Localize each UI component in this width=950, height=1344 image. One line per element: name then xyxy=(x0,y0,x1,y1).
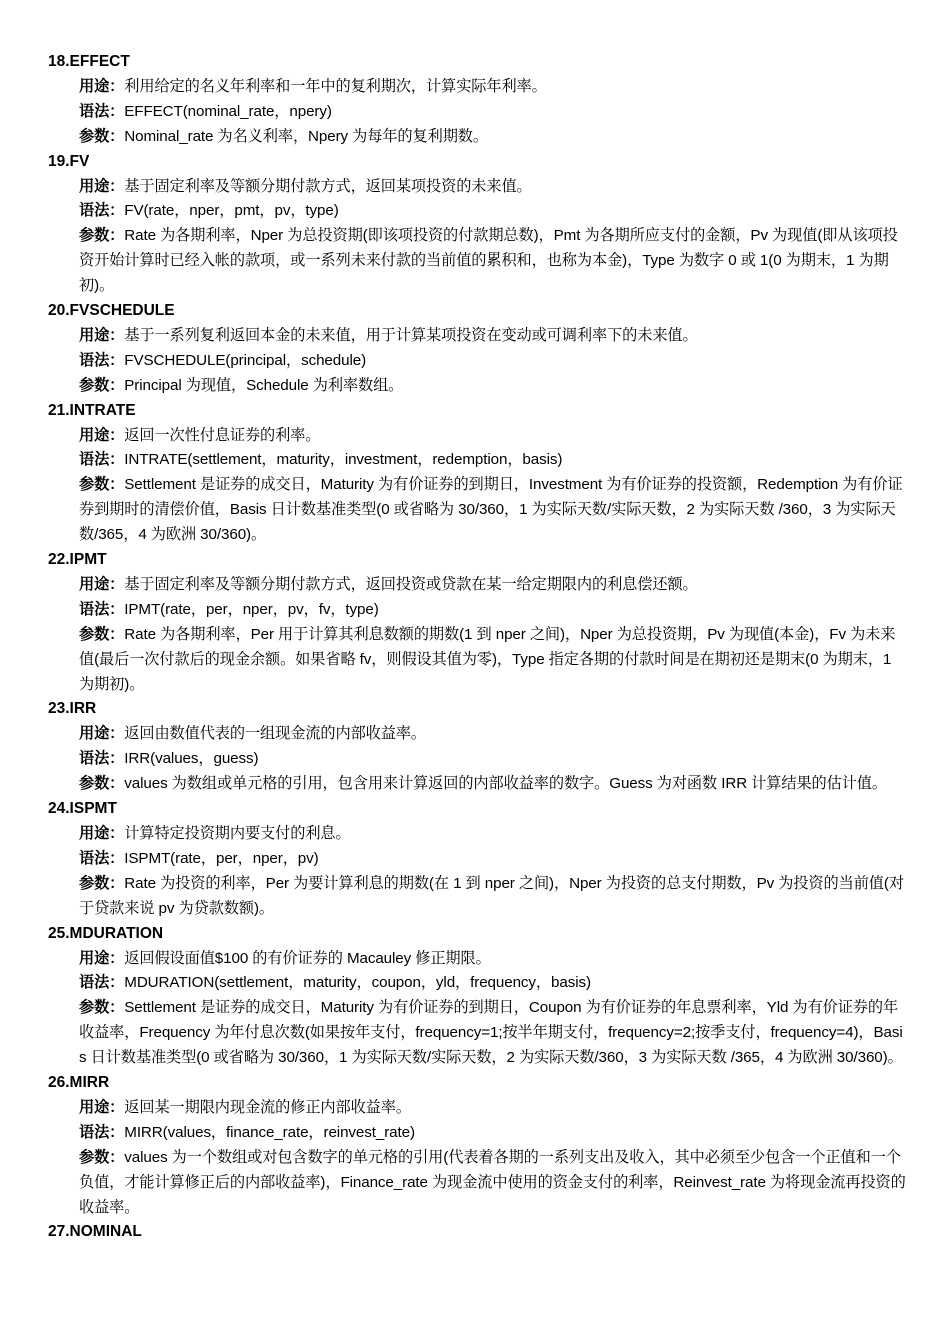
syntax-text: IRR(values，guess) xyxy=(124,750,259,768)
usage-line xyxy=(79,175,907,200)
usage-label: 用途： xyxy=(79,575,125,593)
params-label: 参数： xyxy=(79,999,125,1017)
usage-text: 利用给定的名义年利率和一年中的复利期次，计算实际年利率。 xyxy=(124,77,547,95)
function-section xyxy=(48,50,908,150)
syntax-label: 语法： xyxy=(79,451,125,469)
syntax-text: FV(rate，nper，pmt，pv，type) xyxy=(124,202,339,220)
usage-text: 返回由数值代表的一组现金流的内部收益率。 xyxy=(124,725,427,743)
function-section xyxy=(48,299,908,399)
params-text: Settlement 是证券的成交日，Maturity 为有价证券的到期日，Coupon 为有价证券的年息票利率，Yld 为有价证券的年收益率，Frequency 为年付息次数(如果按年支付，frequency=1;按半年期支付，frequency=2;按季支付，frequency=4)，Basis 日计数基准类型(0 或省略为 30/360，1 为实际天数/实际天数，2 为实际天数/360，3 为实际天数 /365，4 为欧洲 30/360)。 xyxy=(79,999,903,1067)
params-line xyxy=(79,224,907,299)
syntax-text: MDURATION(settlement，maturity，coupon，yld，frequency，basis) xyxy=(124,974,591,992)
usage-text: 基于一系列复利返回本金的未来值，用于计算某项投资在变动或可调利率下的未来值。 xyxy=(124,326,698,344)
section-title: 22.IPMT xyxy=(48,551,107,569)
usage-text: 返回假设面值$100 的有价证券的 Macauley 修正期限。 xyxy=(124,949,491,967)
usage-label: 用途： xyxy=(79,177,125,195)
syntax-label: 语法： xyxy=(79,1123,125,1141)
params-line xyxy=(79,872,907,922)
syntax-line xyxy=(79,1121,907,1146)
syntax-label: 语法： xyxy=(79,351,125,369)
usage-label: 用途： xyxy=(79,725,125,743)
params-text: Rate 为投资的利率，Per 为要计算利息的期数(在 1 到 nper 之间)，Nper 为投资的总支付期数，Pv 为投资的当前值(对于贷款来说 pv 为贷款数额)。 xyxy=(79,874,904,917)
usage-text: 返回某一期限内现金流的修正内部收益率。 xyxy=(124,1098,411,1116)
params-text: Rate 为各期利率，Nper 为总投资期(即该项投资的付款期总数)，Pmt 为各期所应支付的金额，Pv 为现值(即从该项投资开始计算时已经入帐的款项，或一系列未来付款的当前值的累积和，也称为本金)，Type 为数字 0 或 1(0 为期末，1 为期初)。 xyxy=(79,227,898,295)
params-label: 参数： xyxy=(79,775,125,793)
syntax-line xyxy=(79,971,907,996)
usage-text: 返回一次性付息证券的利率。 xyxy=(124,426,321,444)
document-content xyxy=(48,50,908,1245)
params-line xyxy=(79,374,907,399)
section-title: 24.ISPMT xyxy=(48,800,117,818)
usage-line xyxy=(79,722,907,747)
syntax-text: IPMT(rate，per，nper，pv，fv，type) xyxy=(124,600,379,618)
params-line xyxy=(79,473,907,548)
section-title: 23.IRR xyxy=(48,700,97,718)
syntax-label: 语法： xyxy=(79,202,125,220)
syntax-label: 语法： xyxy=(79,849,125,867)
function-section xyxy=(48,922,908,1071)
function-section xyxy=(48,1071,908,1220)
section-title: 25.MDURATION xyxy=(48,924,164,942)
syntax-text: MIRR(values，finance_rate，reinvest_rate) xyxy=(124,1123,415,1141)
params-text: values 为数组或单元格的引用，包含用来计算返回的内部收益率的数字。Guess 为对函数 IRR 计算结果的估计值。 xyxy=(124,775,887,793)
usage-line xyxy=(79,424,907,449)
usage-label: 用途： xyxy=(79,77,125,95)
syntax-line xyxy=(79,100,907,125)
section-title: 20.FVSCHEDULE xyxy=(48,302,175,320)
params-label: 参数： xyxy=(79,874,125,892)
usage-line xyxy=(79,324,907,349)
usage-label: 用途： xyxy=(79,824,125,842)
usage-label: 用途： xyxy=(79,949,125,967)
syntax-label: 语法： xyxy=(79,750,125,768)
params-line xyxy=(79,772,907,797)
function-section xyxy=(48,399,908,548)
usage-line xyxy=(79,573,907,598)
syntax-line xyxy=(79,847,907,872)
syntax-text: FVSCHEDULE(principal，schedule) xyxy=(124,351,367,369)
usage-text: 基于固定利率及等额分期付款方式，返回投资或贷款在某一给定期限内的利息偿还额。 xyxy=(124,575,698,593)
function-section xyxy=(48,797,908,922)
params-label: 参数： xyxy=(79,227,125,245)
usage-text: 计算特定投资期内要支付的利息。 xyxy=(124,824,351,842)
syntax-line xyxy=(79,448,907,473)
usage-line xyxy=(79,75,907,100)
params-text: Principal 为现值，Schedule 为利率数组。 xyxy=(124,376,404,394)
syntax-label: 语法： xyxy=(79,600,125,618)
usage-line xyxy=(79,1096,907,1121)
params-line xyxy=(79,1146,907,1221)
params-label: 参数： xyxy=(79,476,125,494)
usage-text: 基于固定利率及等额分期付款方式，返回某项投资的未来值。 xyxy=(124,177,532,195)
usage-label: 用途： xyxy=(79,326,125,344)
section-title: 26.MIRR xyxy=(48,1074,110,1092)
syntax-label: 语法： xyxy=(79,102,125,120)
syntax-line xyxy=(79,598,907,623)
syntax-line xyxy=(79,199,907,224)
params-text: Rate 为各期利率，Per 用于计算其利息数额的期数(1 到 nper 之间)，Nper 为总投资期，Pv 为现值(本金)，Fv 为未来值(最后一次付款后的现金余额。如果省略 fv，则假设其值为零)，Type 指定各期的付款时间是在期初还是期末(0 为期末，1 为期初)。 xyxy=(79,625,896,693)
function-section xyxy=(48,150,908,299)
section-title: 27.NOMINAL xyxy=(48,1223,142,1241)
usage-line xyxy=(79,947,907,972)
params-line xyxy=(79,996,907,1071)
section-title: 19.FV xyxy=(48,152,90,170)
syntax-text: ISPMT(rate，per，nper，pv) xyxy=(124,849,319,867)
syntax-text: EFFECT(nominal_rate，npery) xyxy=(124,102,332,120)
section-title: 21.INTRATE xyxy=(48,401,136,419)
syntax-line xyxy=(79,747,907,772)
usage-label: 用途： xyxy=(79,426,125,444)
params-label: 参数： xyxy=(79,625,125,643)
section-title: 18.EFFECT xyxy=(48,53,130,70)
params-label: 参数： xyxy=(79,1148,125,1166)
params-label: 参数： xyxy=(79,376,125,394)
usage-line xyxy=(79,822,907,847)
params-line xyxy=(79,125,907,150)
params-text: Nominal_rate 为名义利率，Npery 为每年的复利期数。 xyxy=(124,127,488,145)
function-section xyxy=(48,548,908,697)
syntax-line xyxy=(79,349,907,374)
syntax-text: INTRATE(settlement，maturity，investment，redemption，basis) xyxy=(124,451,563,469)
syntax-label: 语法： xyxy=(79,974,125,992)
function-section xyxy=(48,697,908,797)
params-text: Settlement 是证券的成交日，Maturity 为有价证券的到期日，Investment 为有价证券的投资额，Redemption 为有价证券到期时的清偿价值，Basis 日计数基准类型(0 或省略为 30/360，1 为实际天数/实际天数，2 为实际天数 /360，3 为实际天数/365，4 为欧洲 30/360)。 xyxy=(79,476,903,544)
usage-label: 用途： xyxy=(79,1098,125,1116)
params-text: values 为一个数组或对包含数字的单元格的引用(代表着各期的一系列支出及收入，其中必须至少包含一个正值和一个负值，才能计算修正后的内部收益率)，Finance_rate 为现金流中使用的资金支付的利率，Reinvest_rate 为将现金流再投资的收益率。 xyxy=(79,1148,906,1216)
params-line xyxy=(79,623,907,698)
params-label: 参数： xyxy=(79,127,125,145)
